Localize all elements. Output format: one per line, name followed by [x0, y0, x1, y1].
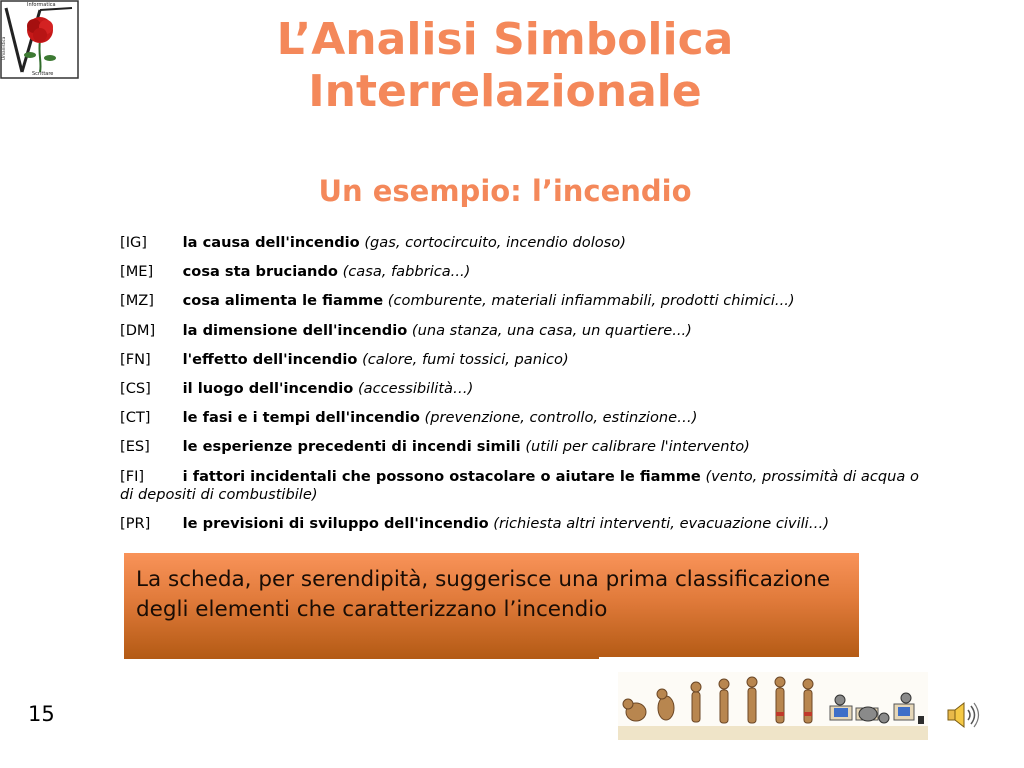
item-example: (vento, prossimità di acqua o di depositi di combustibile)	[120, 467, 919, 503]
item-code: [PR]	[120, 514, 151, 532]
item-code: [CS]	[120, 379, 151, 397]
rose-logo-icon	[0, 0, 80, 80]
item-description: le fasi e i tempi dell'incendio	[182, 409, 420, 427]
item-code: [FN]	[120, 350, 151, 368]
slide-subtitle: Un esempio: l’incendio	[318, 174, 692, 208]
item-example: (richiesta altri interventi, evacuazione civili…)	[493, 514, 830, 532]
item-code: [ME]	[120, 263, 154, 281]
item-description: la causa dell'incendio	[182, 234, 360, 251]
item-example: (accessibilità…)	[357, 379, 474, 397]
note-box: La scheda, per serendipità, suggerisce una prima classificazione degli elementi che caratterizzano l’incendio	[124, 553, 859, 659]
item-example: (gas, cortocircuito, incendio doloso)	[364, 234, 626, 251]
item-example: (prevenzione, controllo, estinzione…)	[424, 409, 698, 427]
item-example: (calore, fumi tossici, panico)	[362, 350, 569, 368]
logo-bottom-text: Scrittare	[32, 71, 54, 77]
item-example: (casa, fabbrica...)	[342, 263, 471, 281]
item-code: [ES]	[120, 438, 150, 456]
item-description: le previsioni di sviluppo dell'incendio	[182, 514, 489, 532]
logo-side-text: Umanistica	[1, 36, 6, 60]
list-item	[120, 351, 920, 369]
list-item	[120, 468, 920, 504]
list-item	[120, 322, 920, 340]
title-line-1: L’Analisi Simbolica	[276, 14, 734, 65]
item-code: [FI]	[120, 467, 145, 485]
logo-top-text: Informatica	[27, 2, 56, 8]
item-code: [IG]	[120, 234, 147, 251]
item-description: cosa alimenta le fiamme	[182, 292, 384, 310]
item-description: la dimensione dell'incendio	[182, 321, 408, 339]
item-code: [CT]	[120, 409, 151, 427]
note-box-notch	[599, 657, 859, 663]
item-example: (utili per calibrare l'intervento)	[525, 438, 750, 456]
slide-title	[160, 14, 850, 118]
item-example: (comburente, materiali infiammabili, prodotti chimici...)	[387, 292, 795, 310]
item-description: le esperienze precedenti di incendi simili	[182, 438, 521, 456]
speaker-icon[interactable]	[945, 700, 981, 730]
item-description: cosa sta bruciando	[182, 263, 338, 281]
item-code: [MZ]	[120, 292, 154, 310]
list-item	[120, 234, 920, 252]
item-description: il luogo dell'incendio	[182, 379, 354, 397]
list-item	[120, 380, 920, 398]
title-line-2: Interrelazionale	[308, 66, 702, 117]
list-item	[120, 292, 920, 310]
list-item	[120, 263, 920, 281]
list-item	[120, 409, 920, 427]
page-number: 15	[28, 702, 55, 726]
list-item	[120, 515, 920, 533]
item-example: (una stanza, una casa, un quartiere...)	[411, 321, 692, 339]
item-code: [DM]	[120, 321, 156, 339]
item-description: i fattori incidentali che possono ostacolare o aiutare le fiamme	[182, 467, 701, 485]
category-list	[120, 234, 920, 544]
human-evolution-icon	[618, 672, 928, 740]
list-item	[120, 438, 920, 456]
item-description: l'effetto dell'incendio	[182, 350, 358, 368]
